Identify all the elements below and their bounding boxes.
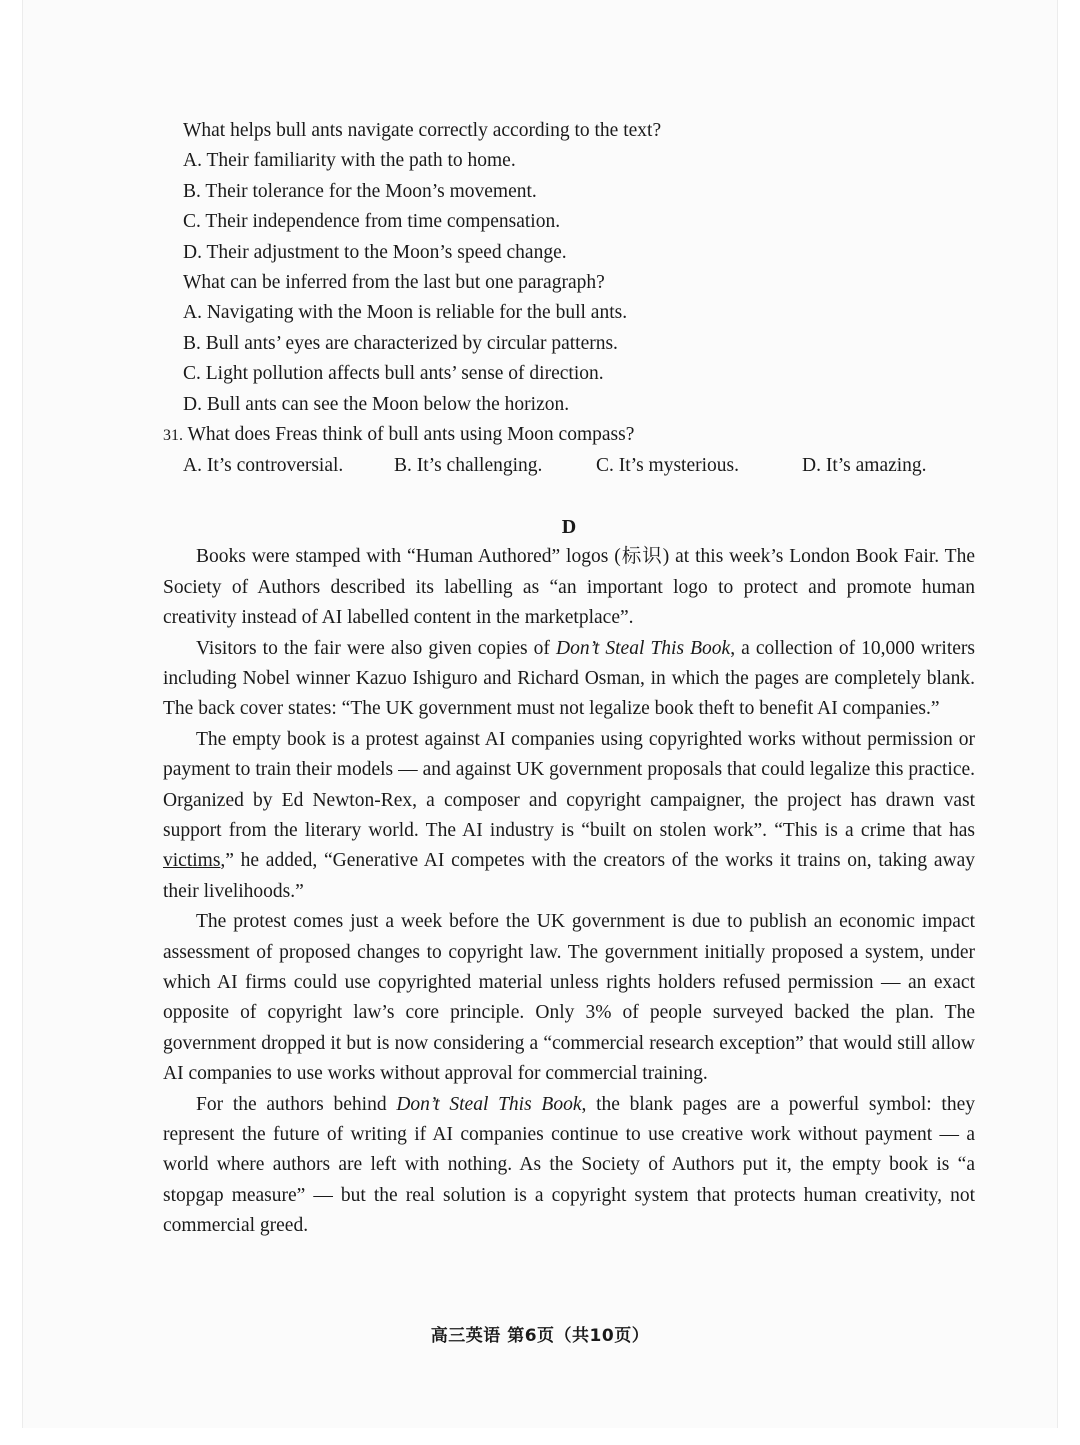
question-stem: What helps bull ants navigate correctly according to the text?	[183, 120, 662, 141]
paragraph-text: , the blank pages are a powerful symbol: they represent the future of writing if AI companies continue to use creative work without payment — a world where authors are left with nothing. As the Society of Authors put it, the empty book is “a stopgap measure” — but the real solution is a copyright system that protects human creativity, not commercial greed.	[163, 1093, 976, 1237]
option-a: A. Their familiarity with the path to home.	[183, 150, 516, 172]
option-d: D. Bull ants can see the Moon below the horizon.	[183, 393, 570, 415]
section-title: D	[561, 515, 577, 538]
options-row	[163, 451, 975, 481]
question-stem	[163, 420, 975, 451]
option-b: B. Their tolerance for the Moon’s movement.	[183, 180, 537, 202]
paragraph-5	[163, 1090, 975, 1242]
question-block	[163, 420, 975, 482]
paragraph-text: ,” he added, “Generative AI competes with the creators of the works it trains on, taking away their livelihoods.”	[163, 850, 975, 902]
paragraph-text: , a collection of 10,000 writers including Nobel winner Kazuo Ishiguro and Richard Osman, in which the pages are completely blank. The back cover states: “The UK government must not legalize book theft to benefit AI companies.”	[163, 637, 975, 720]
paragraph-3	[163, 725, 975, 907]
paragraph-1: Books were stamped with “Human Authored” logos (标识) at this week’s London Book Fair. The Society of Authors described its labelling as “an important logo to protect and promote human creativity instead of AI labelled content in the marketplace”.	[163, 546, 975, 629]
option-a: A. Navigating with the Moon is reliable for the bull ants.	[183, 302, 628, 324]
question-stem: What can be inferred from the last but one paragraph?	[183, 272, 605, 294]
paragraph-2	[163, 634, 975, 725]
question-number: 31.	[163, 427, 183, 445]
book-title: Don’t Steal This Book	[396, 1093, 582, 1115]
question-block	[163, 268, 975, 420]
option-b: B. Bull ants’ eyes are characterized by circular patterns.	[183, 332, 618, 354]
paragraph-text: For the authors behind	[196, 1093, 397, 1115]
question-text: What does Freas think of bull ants using Moon compass?	[187, 424, 635, 446]
exam-page	[22, 0, 1058, 1428]
option-d: D. Their adjustment to the Moon’s speed change.	[183, 241, 567, 263]
option-c: C. Their independence from time compensation.	[183, 211, 561, 233]
question-block	[163, 116, 975, 268]
option-b: B. It’s challenging.	[394, 455, 543, 477]
underlined-word: victims	[163, 850, 221, 872]
option-c: C. Light pollution affects bull ants’ sense of direction.	[183, 363, 604, 385]
paragraph-text: Visitors to the fair were also given copies of	[196, 637, 556, 659]
option-d: D. It’s amazing.	[802, 455, 927, 477]
paragraph-text: The empty book is a protest against AI companies using copyrighted works without permission or payment to train their models — and against UK government proposals that could legalize this practice. Organized by Ed Newton-Rex, a composer and copyright campaigner, the project has drawn vast support from the literary world. The AI industry is “built on stolen work”. “This is a crime that has	[163, 728, 975, 841]
book-title: Don’t Steal This Book	[555, 637, 731, 659]
page-content	[163, 116, 975, 1242]
option-a: A. It’s controversial.	[183, 455, 344, 477]
option-c: C. It’s mysterious.	[596, 455, 740, 477]
passage	[163, 542, 975, 1241]
page-footer: 高三英语 第6页（共10页）	[430, 1326, 650, 1346]
paragraph-4: The protest comes just a week before the UK government is due to publish an economic impact assessment of proposed changes to copyright law. The government initially proposed a system, under which AI firms could use copyrighted material unless rights holders refused permission — an exact opposite of copyright law’s core principle. Only 3% of people surveyed backed the plan. The government dropped it but is now considering a “commercial research exception” that would still allow AI companies to use works without approval for commercial training.	[163, 911, 975, 1085]
